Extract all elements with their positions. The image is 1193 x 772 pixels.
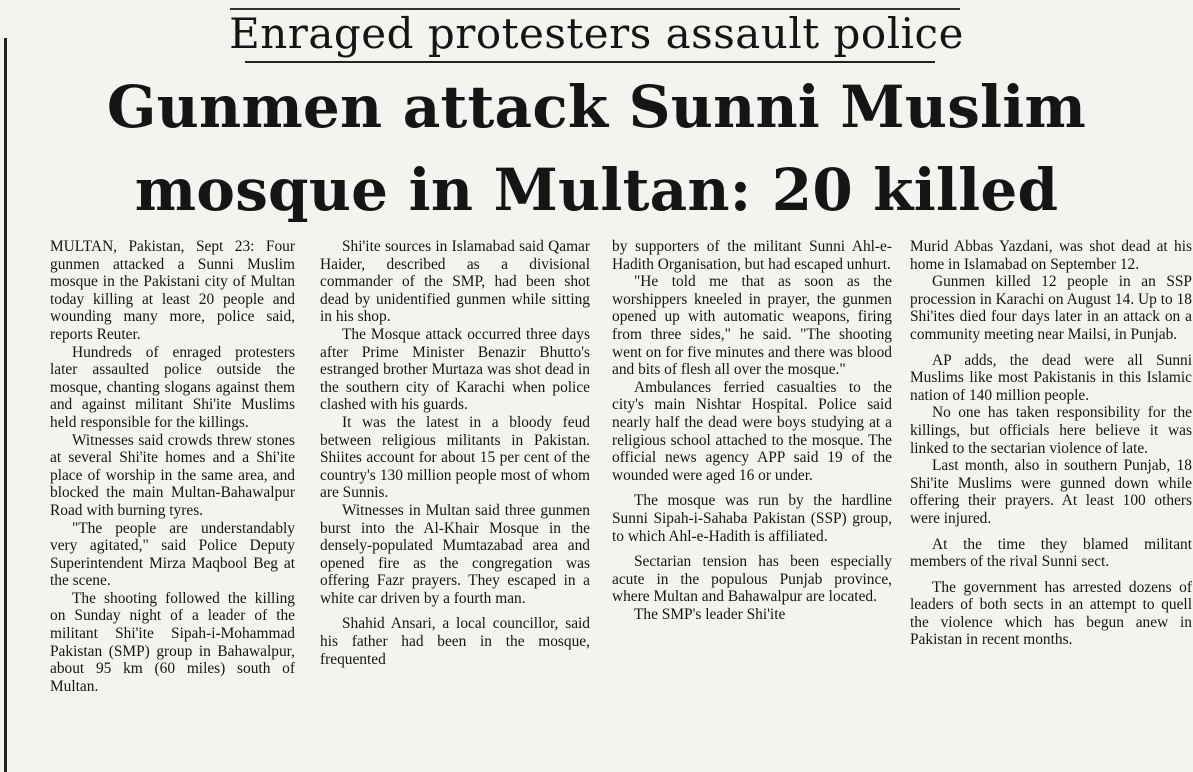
article-body <box>50 238 1190 772</box>
article-paragraph: It was the latest in a bloody feud between religious militants in Pakistan. Shiites account for about 15 per cent of the country's 130 million people most of whom are Sunnis. <box>320 413 590 502</box>
article-paragraph: Witnesses in Multan said three gunmen burst into the Al-Khair Mosque in the densely-populated Mumtazabad area and opened fire as the congregation was offering Fazr prayers. They escaped in a white car driven by a fourth man. <box>320 501 590 607</box>
kicker-underline <box>245 61 935 63</box>
article-paragraph: Gunmen killed 12 people in an SSP procession in Karachi on August 14. Up to 18 Shi'ites died four days later in an attack on a community meeting near Mailsi, in Punjab. <box>910 273 1192 343</box>
article-paragraph: Hundreds of enraged protesters later assaulted police outside the mosque, chanting slogans against them and against militant Shi'ite Muslims held responsible for the killings. <box>50 343 295 431</box>
article-column-2 <box>320 238 590 772</box>
article-paragraph: Witnesses said crowds threw stones at several Shi'ite homes and a Shi'ite place of worship in the same area, and blocked the main Multan-Bahawalpur Road with burning tyres. <box>50 431 295 519</box>
article-paragraph: MULTAN, Pakistan, Sept 23: Four gunmen attacked a Sunni Muslim mosque in the Pakistani city of Multan today killing at least 20 people and wounding many more, police said, reports Reuter. <box>50 238 295 343</box>
article-paragraph: Murid Abbas Yazdani, was shot dead at his home in Islamabad on September 12. <box>910 238 1192 273</box>
article-paragraph: Last month, also in southern Punjab, 18 Shi'ite Muslims were gunned down while offering their prayers. At least 100 others were injured. <box>910 457 1192 527</box>
article-paragraph: At the time they blamed militant members of the rival Sunni sect. <box>910 535 1192 571</box>
kicker-headline: Enraged protesters assault police <box>229 9 964 58</box>
main-headline <box>0 66 1193 232</box>
article-paragraph: by supporters of the militant Sunni Ahl-e-Hadith Organisation, but had escaped unhurt. <box>612 238 892 273</box>
article-column-4 <box>910 238 1192 772</box>
article-paragraph: No one has taken responsibility for the killings, but officials here believe it was linked to the sectarian violence of late. <box>910 404 1192 457</box>
article-paragraph: Shahid Ansari, a local councillor, said his father had been in the mosque, frequented <box>320 615 590 668</box>
article-paragraph: "The people are understandably very agitated," said Police Deputy Superintendent Mirza Maqbool Beg at the scene. <box>50 519 295 590</box>
article-paragraph: The government has arrested dozens of leaders of both sects in an attempt to quell the violence which has begun anew in Pakistan in recent months. <box>910 578 1192 649</box>
article-paragraph: "He told me that as soon as the worshippers kneeled in prayer, the gunmen opened up with automatic weapons, firing from three sides," he said. "The shooting went on for five minutes and there was blood and bits of flesh all over the mosque." <box>612 273 892 379</box>
article-paragraph: The shooting followed the killing on Sunday night of a leader of the militant Shi'ite Sipah-i-Mohammad Pakistan (SMP) group in Bahawalpur, about 95 km (60 miles) south of Multan. <box>50 589 295 695</box>
article-paragraph: Sectarian tension has been especially acute in the populous Punjab province, where Multan and Bahawalpur are located. <box>612 553 892 606</box>
article-paragraph: The Mosque attack occurred three days after Prime Minister Benazir Bhutto's estranged brother Murtaza was shot dead in the southern city of Karachi when police clashed with his guards. <box>320 325 590 414</box>
article-paragraph: The mosque was run by the hardline Sunni Sipah-i-Sahaba Pakistan (SSP) group, to which Ahl-e-Hadith is affiliated. <box>612 492 892 545</box>
article-paragraph: Ambulances ferried casualties to the city's main Nishtar Hospital. Police said nearly half the dead were boys studying at a religious school attached to the mosque. The official news agency APP said 19 of the wounded were aged 16 or under. <box>612 378 892 484</box>
headline-line-1: Gunmen attack Sunni Muslim <box>106 73 1087 141</box>
article-column-1 <box>50 238 295 772</box>
article-column-3 <box>612 238 892 772</box>
article-paragraph: The SMP's leader Shi'ite <box>634 605 786 623</box>
headline-line-2: mosque in Multan: 20 killed <box>134 156 1059 224</box>
article-paragraph: AP adds, the dead were all Sunni Muslims like most Pakistanis in this Islamic nation of 140 million people. <box>910 351 1192 404</box>
article-paragraph: Shi'ite sources in Islamabad said Qamar Haider, described as a divisional commander of the SMP, had been shot dead by unidentified gunmen while sitting in his shop. <box>320 238 590 326</box>
